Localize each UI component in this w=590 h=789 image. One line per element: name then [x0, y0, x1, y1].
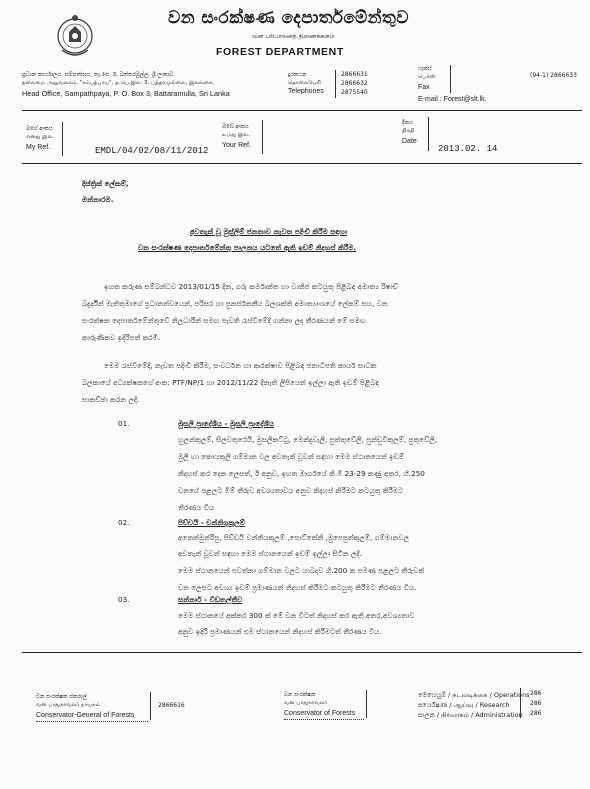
- addressee-place: මන්නාරම.: [82, 195, 114, 204]
- address-sinhala: ප්‍රධාන කාර්යාලය, සම්පත්පාය, තැ.පෙ. 3, බත්තරමුල්ල, ශ්‍රී ලංකාව.: [22, 72, 175, 78]
- item2-line-2: අවතැන් වූවන් සඳහා මෙම ස්ථානයෙන් ඉඩම් ඉල්ලා සිටින ලදී.: [178, 549, 362, 558]
- cgf-label-ta: வன பாதுகாவலர் நாயகம்: [36, 702, 100, 708]
- tel-2: 2866632: [341, 80, 368, 87]
- item1-line-4: වනයේ පළලට මීම් තීරුව අවශ්‍යතාවය අනුව නිදහස් කිරීමට කටයුතු කිරීමට: [178, 486, 404, 495]
- para2-line-3: සාකච්ඡා කරන ලදී.: [82, 395, 140, 404]
- date-label-en: Date: [402, 138, 417, 145]
- item2-title: පිච්චයි - චන්නිගුකුලම්: [178, 518, 245, 527]
- cf-label-ta: வன பாதுகாவலர்: [284, 700, 328, 706]
- your-ref-label-si: ඔබේ අංකය: [222, 124, 249, 130]
- cf-label-en: Conservator of Forests: [284, 710, 356, 717]
- title-sinhala: වන සංරක්ෂණ දෙපාර්තමේන්තුව: [168, 8, 410, 28]
- para1-line-3: සංරක්ෂක දෙපාර්තමේන්තුවේ නිලධාරීන් සමඟ පැවති රැස්වීමේදී ගන්නා ලද තීරණයන් මේ සමඟ: [82, 316, 366, 325]
- item3-title: සන්නාර් - විඩතල්තීව: [178, 595, 243, 604]
- date-value: 2013.02. 14: [438, 144, 498, 154]
- side-number-2: 286: [530, 700, 542, 707]
- emblem-icon: [52, 12, 98, 64]
- item1-line-2: මුලි හා කොයකුලි ගම්මාන වල අවතැන් වූවන් සඳහා මෙම ස්ථානයෙන් ඉඩම්: [178, 452, 405, 461]
- item3-number: 03.: [118, 595, 130, 604]
- side-number-1: 286: [530, 690, 542, 697]
- email: E-mail : Forest@slt.lk.: [418, 96, 487, 103]
- tel-1: 2866631: [341, 71, 368, 78]
- address-tamil: தலைமை அலுவலகம், "சம்பத்பாய", த.பெ.இல. 3, பத்தரமுல்லை, இலங்கை.: [22, 80, 215, 86]
- address-english: Head Office, Sampathpaya, P. O. Box 3, Battaramulla, Sri Lanka: [22, 89, 230, 98]
- fax-label-si: ෆැක්ස්: [418, 66, 432, 72]
- your-ref-label-ta: உமது இல.: [222, 132, 250, 138]
- item2-number: 02.: [118, 518, 130, 527]
- research-label: පර්යේෂණ / ஆய்வு / Research: [418, 701, 510, 709]
- item2-line-3: මෙම ස්ථානයෙන් පවත්නා ගම්මාන වලට යාබදව හි.200 ක පමණ පළලට තීරුවක්: [178, 566, 425, 575]
- cgf-label-si: වන සංරක්ෂක ජනරාල්: [36, 694, 87, 700]
- title-tamil: வன பரிபாலனத் திணைக்களம்: [252, 33, 335, 40]
- item1-line-5: තීරණය විය: [178, 503, 215, 512]
- my-ref-value: EMDL/04/02/08/11/2012: [95, 146, 209, 156]
- tel-label-si: දුරකථන: [288, 72, 307, 78]
- item3-line-1: මෙම ස්ථානයේ අක්කර 300 ක් මේ වන විටත් නිදහස් කර ඇති අතර,අවශ්‍යතාව: [178, 611, 415, 620]
- my-ref-label-si: මගේ අංකය: [26, 126, 53, 132]
- tel-label-ta: தொலைபேசி: [288, 80, 321, 86]
- para1-line-2: බදුර්දීන් මැතිතුමාගේ ප්‍රධානත්වයෙන්, පරිසර හා පුනර්ජනනීය බලශක්ති අමාත්‍යාංශයේ ලේකම් සහ, වන: [82, 299, 388, 308]
- fax-label-en: Fax: [418, 84, 430, 91]
- item1-line-3: නිදහස් කර දෙන ලෙසත්, ඊ අනුව, ඉහත මාර්ගයේ කි.මී 23-29 කණු අතර, හි.250: [178, 469, 425, 478]
- date-label-si: දිනය: [402, 120, 413, 126]
- fax-value: (94-1) 2866633: [530, 72, 577, 79]
- date-label-ta: திகதி: [402, 128, 415, 134]
- subject-line-2: වන සංරක්ෂණ දෙපාර්තමේන්තු පාලනය යටතේ ඇති ඉඩම් නිදහස් කිරීම.: [138, 243, 357, 252]
- item2-line-4: වන ලෙසට අවශ්‍ය ඉඩම් ප්‍රමාණයන් නිදහස් කිරීමට කටයුතු කිරීමට තීරණය විය.: [178, 583, 417, 592]
- item1-line-1: හුලන්කුලම්, සිලවතුරෙයි, මුසලිකට්ටු, මෙන්දුවැලි, පුත්තුවේලි, පුන්ඩුවිකුලම්, පුතුවේලි,: [178, 435, 437, 444]
- title-english: FOREST DEPARTMENT: [216, 46, 344, 58]
- operations-label: මෙහෙයුම් / நடவடிக்கை / Operations: [418, 691, 530, 699]
- item3-line-2: අනුව ඉදිරි ප්‍රමාණයන් එම ස්ථානයෙන් නිදහස් කිරීමටත් තීරණය විය.: [178, 627, 382, 636]
- para2-line-1: මෙම රැස්වීමේදී, නැවත පදිංචි කිරීම, සංවර්ධන හා ආරක්ෂාව පිළිබඳ ජනාධිපති කාර්ය සාධක: [104, 361, 377, 370]
- para1-line-1: ඉහත කරුණ සම්බන්ධව 2013/01/15 දින, ගරු කර්මාන්ත හා වානිජ කටයුතු පිළිබඳ අමාත්‍ය රිෂාඩ්: [104, 282, 399, 291]
- your-ref-label-en: Your Ref.: [222, 142, 251, 149]
- side-number-3: 286: [530, 710, 542, 717]
- cgf-telephone: 2866616: [158, 702, 185, 709]
- subject-line-1: අවතැන් වූ මුස්ලිම් ජනතාව නැවත පදිංචි කිරීම සඳහා: [190, 227, 348, 236]
- para2-line-2: බලකායේ අධ්‍යක්ෂකගේ අංක: PTF/NP/1 හා 2012/11/22 දිනැති ලිපියෙන් ඉල්ලා ඇති ඉඩම් පිළිබඳ: [82, 378, 380, 387]
- item1-number: 01.: [118, 419, 130, 428]
- tel-label-en: Telephones: [288, 88, 324, 95]
- my-ref-label-ta: எனது இல.: [26, 134, 54, 140]
- item1-title: මුසලි ප්‍රාදේශීය - මුසලි ප්‍රාදේශීය: [178, 419, 274, 428]
- para1-line-4: කාරුණිකව ඉදිරිපත් කරමි.: [82, 333, 161, 342]
- item2-line-1: අනෙන්මුන්රිපු, පිච්චයි වන්නියකුලම් ,පොට්කේනි ,මුපෙපුත්කුලම්, ගම්මානවල: [178, 533, 409, 542]
- cgf-label-en: Conservator-General of Forests: [36, 712, 135, 719]
- my-ref-label-en: My Ref.: [26, 144, 51, 151]
- administration-label: පාලන / நிர்வாகம் / Administration: [418, 711, 523, 719]
- addressee: දිස්ත්‍රික් ලේකම්,: [82, 179, 129, 188]
- tel-3: 2875540: [341, 89, 368, 96]
- cf-label-si: වන සංරක්ෂක: [284, 692, 316, 698]
- fax-label-ta: பெக்ஸ்: [418, 74, 436, 80]
